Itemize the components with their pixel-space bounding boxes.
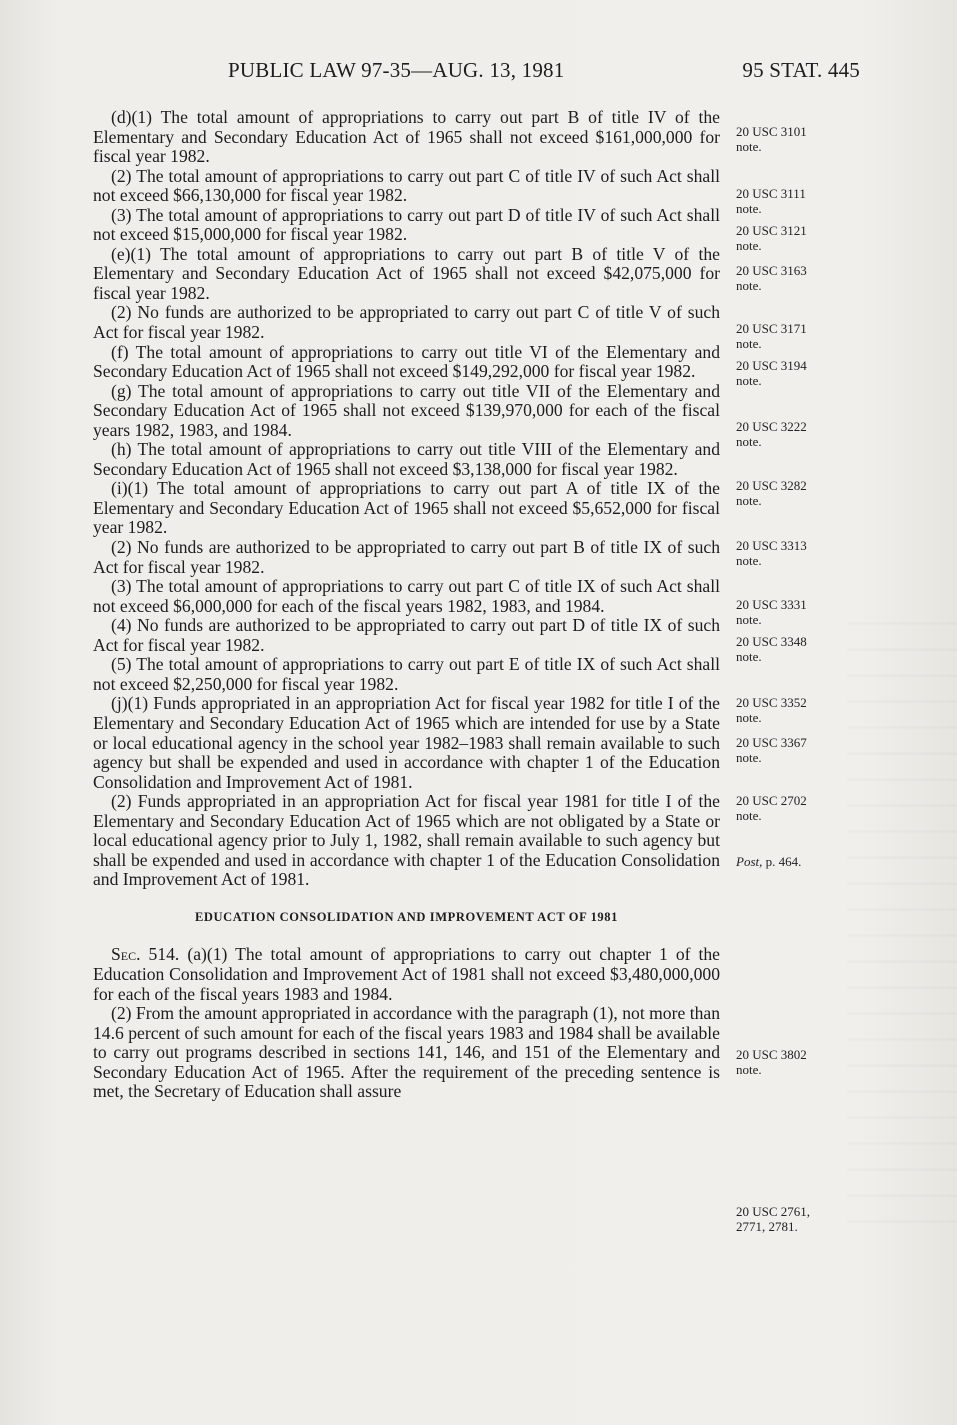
margin-note-line1: 20 USC 3802 (736, 1047, 807, 1062)
margin-note (736, 1047, 846, 1077)
margin-note (736, 538, 846, 568)
margin-note-line2: note. (736, 373, 762, 388)
margin-note-line1: 20 USC 3313 (736, 538, 807, 553)
margin-note-line2: note. (736, 612, 762, 627)
margin-note (736, 358, 846, 388)
paragraph-i1: (i)(1) The total amount of appropriations to carry out part A of title IX of the Elementary and Secondary Education Act of 1965 shall not exceed $5,652,000 for fiscal year 1982. (93, 478, 720, 538)
page-header (228, 58, 860, 86)
margin-note (736, 735, 846, 765)
margin-note-line1: 20 USC 2761, (736, 1204, 811, 1219)
paragraph-j2: (2) Funds appropriated in an appropriation Act for fiscal year 1981 for title I of the Elementary and Secondary Education Act of 1965 which are not obligated by a State or local educational agency prior to July 1, 1982, shall remain available to such agency but shall be expended and used in accordance with chapter 1 of the Education Consolidation and Improvement Act of 1981. (93, 791, 720, 890)
margin-note-line2: note. (736, 750, 762, 765)
margin-note-line2: note. (736, 649, 762, 664)
paragraph-sec514-a2: (2) From the amount appropriated in accordance with the paragraph (1), not more than 14.6 percent of such amount for each of the fiscal years 1983 and 1984 shall be available to carry out programs described in sections 141, 146, and 151 of the Elementary and Secondary Education Act of 1965. After the requirement of the preceding sentence is met, the Secretary of Education shall assure (93, 1003, 720, 1102)
margin-note (736, 124, 846, 154)
margin-note-line1: 20 USC 3111 (736, 186, 806, 201)
margin-note (736, 186, 846, 216)
paragraph-g: (g) The total amount of appropriations to carry out title VII of the Elementary and Secondary Education Act of 1965 shall not exceed $139,970,000 for each of the fiscal years 1982, 1983, and 1984. (93, 380, 720, 440)
margin-note-line1: Post, (736, 854, 763, 869)
margin-note-line1: 20 USC 3331 (736, 597, 807, 612)
margin-note (736, 263, 846, 293)
bleed-through-shadow (847, 600, 957, 1240)
margin-note (736, 223, 846, 253)
margin-note-line1: 20 USC 2702 (736, 793, 807, 808)
body-text (93, 108, 720, 1102)
margin-note-line2: note. (736, 1062, 762, 1077)
margin-note-line2: p. 464. (765, 854, 802, 869)
paragraph-f: (f) The total amount of appropriations to carry out title VI of the Elementary and Secondary Education Act of 1965 shall not exceed $149,292,000 for fiscal year 1982. (93, 341, 720, 382)
margin-note (736, 793, 846, 823)
header-law-title: PUBLIC LAW 97-35—AUG. 13, 1981 (228, 58, 565, 82)
margin-note (736, 321, 846, 351)
margin-note-line1: 20 USC 3348 (736, 634, 807, 649)
margin-note (736, 419, 846, 449)
paragraph-d1: (d)(1) The total amount of appropriations to carry out part B of title IV of the Elementary and Secondary Education Act of 1965 shall not exceed $161,000,000 for fiscal year 1982. (93, 107, 720, 167)
paragraph-i5: (5) The total amount of appropriations to carry out part E of title IX of such Act shall not exceed $2,250,000 for fiscal year 1982. (93, 654, 720, 694)
paragraph-e1: (e)(1) The total amount of appropriations to carry out part B of title V of the Elementary and Secondary Education Act of 1965 shall not exceed $42,075,000 for fiscal year 1982. (93, 243, 720, 303)
margin-note-line1: 20 USC 3222 (736, 419, 807, 434)
paragraph-i2: (2) No funds are authorized to be appropriated to carry out part B of title IX of such Act for fiscal year 1982. (93, 537, 720, 577)
margin-note-line2: note. (736, 278, 762, 293)
paragraph-sec514-a1 (93, 945, 720, 1004)
paragraph-h: (h) The total amount of appropriations to carry out title VIII of the Elementary and Secondary Education Act of 1965 shall not exceed $3,138,000 for fiscal year 1982. (93, 439, 720, 479)
margin-note-line2: note. (736, 434, 762, 449)
margin-note-line2: note. (736, 201, 762, 216)
margin-note-line2: note. (736, 808, 762, 823)
margin-note-line1: 20 USC 3171 (736, 321, 807, 336)
margin-note-line1: 20 USC 3121 (736, 223, 807, 238)
section-label: Sec. 514. (111, 944, 180, 965)
margin-note-line1: 20 USC 3163 (736, 263, 807, 278)
paragraph-d2: (2) The total amount of appropriations to carry out part C of title IV of such Act shall not exceed $66,130,000 for fiscal year 1982. (93, 165, 720, 206)
margin-note-line2: 2771, 2781. (736, 1219, 798, 1234)
margin-note-post (736, 854, 846, 869)
margin-note-line1: 20 USC 3282 (736, 478, 807, 493)
margin-note-line2: note. (736, 493, 762, 508)
sec514-a1-text: (a)(1) The total amount of appropriations to carry out chapter 1 of the Education Consolidation and Improvement Act of 1981 shall not exceed $3,480,000,000 for each of the fiscal years 1983 and 1984. (93, 944, 720, 1004)
margin-note (736, 1204, 846, 1234)
margin-note (736, 478, 846, 508)
margin-note-line1: 20 USC 3194 (736, 358, 807, 373)
paragraph-i4: (4) No funds are authorized to be appropriated to carry out part D of title IX of such Act for fiscal year 1982. (93, 615, 720, 655)
margin-note-line2: note. (736, 238, 762, 253)
margin-note-line2: note. (736, 336, 762, 351)
paragraph-d3: (3) The total amount of appropriations to carry out part D of title IV of such Act shall not exceed $15,000,000 for fiscal year 1982. (93, 204, 720, 245)
margin-note-line1: 20 USC 3101 (736, 124, 807, 139)
paragraph-i3: (3) The total amount of appropriations to carry out part C of title IX of such Act shall not exceed $6,000,000 for each of the fiscal years 1982, 1983, and 1984. (93, 576, 720, 616)
margin-note-line2: note. (736, 553, 762, 568)
header-stat-page: 95 STAT. 445 (742, 58, 860, 82)
margin-note-line1: 20 USC 3367 (736, 735, 807, 750)
margin-note (736, 634, 846, 664)
margin-note (736, 597, 846, 627)
section-heading: EDUCATION CONSOLIDATION AND IMPROVEMENT ACT OF 1981 (194, 909, 618, 924)
paragraph-j1: (j)(1) Funds appropriated in an appropriation Act for fiscal year 1982 for title I of the Elementary and Secondary Education Act of 1965 which are intended for use by a State or local educational agency in the school year 1982–1983 shall remain available to such agency but shall be expended and used in accordance with chapter 1 of the Education Consolidation and Improvement Act of 1981. (93, 693, 720, 792)
paragraph-e2: (2) No funds are authorized to be appropriated to carry out part C of title V of such Act for fiscal year 1982. (93, 302, 720, 343)
margin-note-line1: 20 USC 3352 (736, 695, 807, 710)
margin-note (736, 695, 846, 725)
margin-note-line2: note. (736, 139, 762, 154)
margin-note-line2: note. (736, 710, 762, 725)
